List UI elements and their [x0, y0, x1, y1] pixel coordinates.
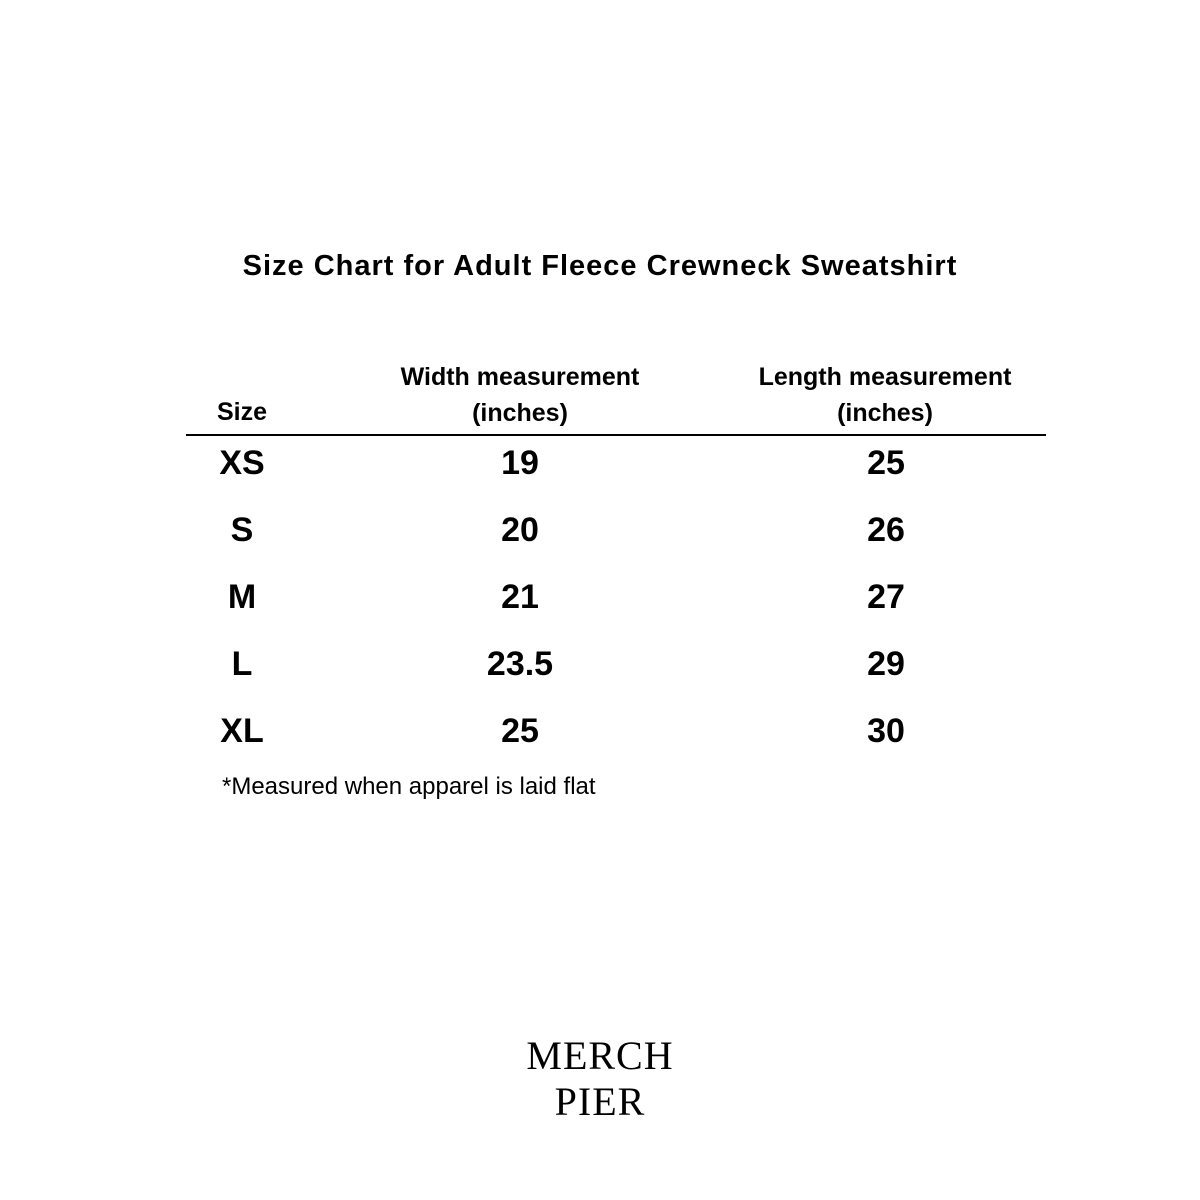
- table-row: [0, 641, 1200, 708]
- length-cell: 29: [867, 645, 905, 683]
- column-header-size: Size: [216, 398, 268, 426]
- size-cell: S: [230, 511, 254, 549]
- width-cell: 25: [501, 712, 539, 750]
- size-cell: L: [231, 645, 253, 683]
- length-cell: 26: [867, 511, 905, 549]
- column-header-length-unit: (inches): [837, 399, 933, 427]
- table-row: [0, 440, 1200, 507]
- table-row: [0, 574, 1200, 641]
- column-header-width-label: Width measurement: [400, 363, 640, 391]
- width-cell: 21: [501, 578, 539, 616]
- brand-logo-line1: MERCH: [526, 1033, 674, 1078]
- column-header-width: [370, 359, 670, 431]
- size-cell: M: [227, 578, 257, 616]
- length-cell: 30: [867, 712, 905, 750]
- page-title: Size Chart for Adult Fleece Crewneck Sweatshirt: [242, 250, 958, 282]
- header-divider: [186, 434, 1046, 436]
- size-cell: XS: [219, 444, 265, 482]
- table-row: [0, 507, 1200, 574]
- size-cell: XL: [220, 712, 264, 750]
- table-row: [0, 708, 1200, 775]
- length-cell: 27: [867, 578, 905, 616]
- column-header-length: [735, 359, 1035, 431]
- length-cell: 25: [867, 444, 905, 482]
- column-header-width-unit: (inches): [472, 399, 568, 427]
- width-cell: 23.5: [486, 645, 554, 683]
- measurement-note: *Measured when apparel is laid flat: [222, 773, 596, 800]
- size-table-body: [0, 440, 1200, 775]
- width-cell: 19: [501, 444, 539, 482]
- column-header-length-label: Length measurement: [758, 363, 1012, 391]
- brand-logo: [0, 1033, 1200, 1125]
- width-cell: 20: [501, 511, 539, 549]
- brand-logo-line2: PIER: [554, 1079, 646, 1124]
